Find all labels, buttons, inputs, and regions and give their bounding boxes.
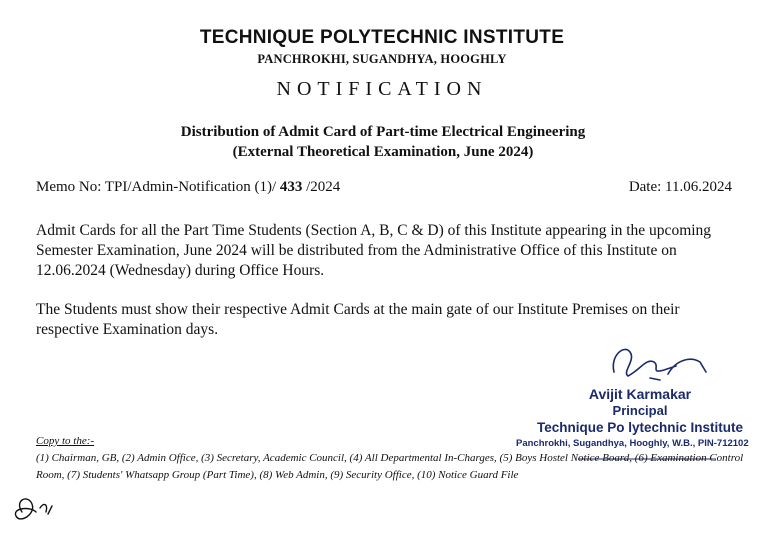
body-paragraph-1: Admit Cards for all the Part Time Students (Section A, B, C & D) of this Institute appearing in the upcoming Semester Examination, June 2024 will be distributed from the Administrative Office of this Institute on 12.06.2024 (Wednesday) during Office Hours. xyxy=(36,222,712,279)
institute-address: PANCHROKHI, SUGANDHYA, HOOGHLY xyxy=(257,52,507,66)
initials-mark xyxy=(15,499,52,519)
subject-line-1: Distribution of Admit Card of Part-time Electrical Engineering xyxy=(180,124,586,140)
memo-suffix: /2024 xyxy=(302,179,341,195)
stamp-address: Panchrokhi, Sugandhya, Hooghly, W.B., PIN-712102 xyxy=(516,438,749,449)
institute-name: TECHNIQUE POLYTECHNIC INSTITUTE xyxy=(199,27,565,48)
principal-signature xyxy=(613,349,706,380)
copy-to-list: (1) Chairman, GB, (2) Admin Office, (3) Secretary, Academic Council, (4) All Departmental In-Charges, (5) Boys Hostel Notice Board, (6) Examination Control Room, (7) Students' Whatsapp Group (Part Time), (8) Web Admin, (9) Security Office, (10) Notice Guard File xyxy=(36,452,744,481)
signatory-title: Principal xyxy=(612,403,668,418)
memo-serial: 433 xyxy=(279,179,303,195)
stamp-institute: Technique Po lytechnic Institute xyxy=(536,420,744,435)
memo-prefix: Memo No: TPI/Admin-Notification (1)/ xyxy=(36,179,280,195)
memo-date: Date: 11.06.2024 xyxy=(628,179,732,195)
notification-heading: NOTIFICATION xyxy=(276,78,488,100)
copy-to-label: Copy to the:- xyxy=(36,435,95,447)
signatory-name: Avijit Karmakar xyxy=(588,386,692,402)
subject-line-2: (External Theoretical Examination, June 2024) xyxy=(232,144,534,160)
body-paragraph-2: The Students must show their respective Admit Cards at the main gate of our Institute Premises on their respective Examination days. xyxy=(36,301,680,338)
